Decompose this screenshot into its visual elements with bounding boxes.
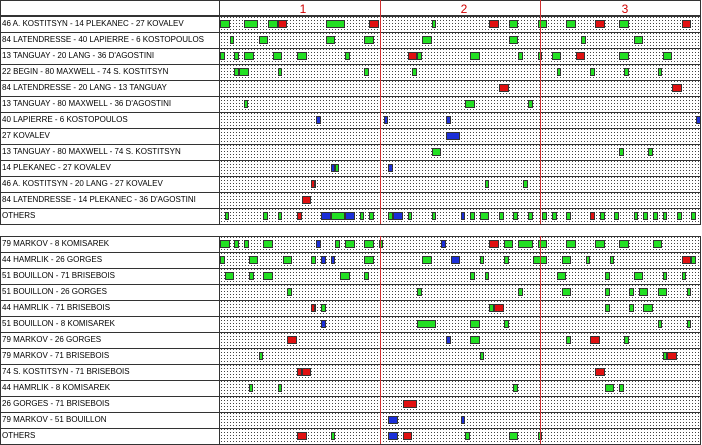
shift-green-mark xyxy=(259,352,264,360)
shift-green-mark xyxy=(538,240,548,248)
time-grid xyxy=(220,364,701,380)
shift-green-mark xyxy=(259,36,269,44)
table-row xyxy=(0,208,701,224)
shift-blue-mark xyxy=(461,212,466,220)
period-divider xyxy=(380,0,381,16)
shift-blue-mark xyxy=(393,212,403,220)
period-divider xyxy=(380,16,381,224)
shift-green-mark xyxy=(244,100,248,108)
shift-green-mark xyxy=(326,36,336,44)
time-grid xyxy=(220,236,701,252)
line-label: 84 LATENDRESSE - 20 LANG - 13 TANGUAY xyxy=(2,83,167,92)
table-row xyxy=(0,380,701,396)
time-grid xyxy=(220,252,701,268)
shift-green-mark xyxy=(562,256,572,264)
shift-green-mark xyxy=(528,212,533,220)
shift-blue-mark xyxy=(446,336,451,344)
time-grid xyxy=(220,396,701,412)
shift-green-mark xyxy=(422,256,432,264)
shift-green-mark xyxy=(249,256,259,264)
time-grid xyxy=(220,112,701,128)
shift-green-mark xyxy=(504,240,514,248)
shift-green-mark xyxy=(600,212,605,220)
shift-green-mark xyxy=(566,20,576,28)
period-divider xyxy=(540,236,541,444)
shift-green-mark xyxy=(335,240,340,248)
shift-green-mark xyxy=(417,52,422,60)
table-row xyxy=(0,268,701,284)
shift-green-mark xyxy=(335,164,339,172)
shift-green-mark xyxy=(249,272,254,280)
shift-green-mark xyxy=(518,240,532,248)
shift-blue-mark xyxy=(331,256,336,264)
shift-green-mark xyxy=(557,68,562,76)
time-grid xyxy=(220,32,701,48)
table-row xyxy=(0,236,701,252)
shift-green-mark xyxy=(595,240,605,248)
shift-green-mark xyxy=(643,212,648,220)
shift-green-mark xyxy=(239,68,249,76)
shift-green-mark xyxy=(504,256,509,264)
table-row xyxy=(0,316,701,332)
shift-green-mark xyxy=(360,212,365,220)
table-row xyxy=(0,252,701,268)
shift-blue-mark xyxy=(446,132,460,140)
shift-green-mark xyxy=(663,212,668,220)
shift-blue-mark xyxy=(384,116,389,124)
table-row xyxy=(0,96,701,112)
row-divider xyxy=(0,224,701,225)
shift-green-mark xyxy=(629,304,634,312)
shift-green-mark xyxy=(663,272,667,280)
shift-green-mark xyxy=(523,180,528,188)
shift-green-mark xyxy=(624,336,629,344)
time-grid xyxy=(220,268,701,284)
line-label: 51 BOUILLON - 26 GORGES xyxy=(2,287,107,296)
time-grid xyxy=(220,192,701,208)
shift-green-mark xyxy=(364,256,374,264)
shift-green-mark xyxy=(691,256,696,264)
shift-red-mark xyxy=(489,20,499,28)
shift-green-mark xyxy=(278,384,283,392)
shift-green-mark xyxy=(345,240,355,248)
shift-green-mark xyxy=(634,36,644,44)
line-label: 22 BEGIN - 80 MAXWELL - 74 S. KOSTITSYN xyxy=(2,67,169,76)
shift-green-mark xyxy=(605,304,610,312)
table-row xyxy=(0,112,701,128)
shift-green-mark xyxy=(364,272,369,280)
line-label: 14 PLEKANEC - 27 KOVALEV xyxy=(2,163,111,172)
shift-red-mark xyxy=(297,212,302,220)
table-row xyxy=(0,80,701,96)
shift-green-mark xyxy=(278,212,283,220)
line-label: 40 LAPIERRE - 6 KOSTOPOULOS xyxy=(2,115,128,124)
shift-green-mark xyxy=(634,212,639,220)
line-label: 79 MARKOV - 26 GORGES xyxy=(2,335,102,344)
shift-green-mark xyxy=(687,320,692,328)
shift-green-mark xyxy=(234,52,239,60)
shift-green-mark xyxy=(499,212,504,220)
shift-green-mark xyxy=(273,52,283,60)
shift-green-mark xyxy=(244,240,249,248)
shift-green-mark xyxy=(605,288,610,296)
shift-green-mark xyxy=(509,36,519,44)
shift-blue-mark xyxy=(441,240,446,248)
line-label: 13 TANGUAY - 20 LANG - 36 D'AGOSTINI xyxy=(2,51,155,60)
line-label: 44 HAMRLIK - 8 KOMISAREK xyxy=(2,383,111,392)
shift-green-mark xyxy=(566,336,571,344)
line-label: 13 TANGUAY - 80 MAXWELL - 74 S. KOSTITSYN xyxy=(2,147,181,156)
shift-green-mark xyxy=(263,212,268,220)
line-label: OTHERS xyxy=(2,431,36,440)
table-row xyxy=(0,48,701,64)
shift-green-mark xyxy=(562,288,572,296)
label-separator xyxy=(219,236,220,444)
shift-blue-mark xyxy=(316,116,321,124)
table-row xyxy=(0,176,701,192)
shift-red-mark xyxy=(667,352,677,360)
shift-blue-mark xyxy=(388,164,393,172)
shift-green-mark xyxy=(691,212,696,220)
table-row xyxy=(0,396,701,412)
shift-green-mark xyxy=(364,68,369,76)
line-label: 79 MARKOV - 71 BRISEBOIS xyxy=(2,351,110,360)
shift-green-mark xyxy=(687,288,692,296)
shift-green-mark xyxy=(518,288,523,296)
shift-green-mark xyxy=(480,256,485,264)
shift-green-mark xyxy=(263,272,273,280)
table-row xyxy=(0,144,701,160)
shift-green-mark xyxy=(619,52,629,60)
shift-red-mark xyxy=(302,196,312,204)
shift-green-mark xyxy=(220,20,230,28)
shift-green-mark xyxy=(470,272,475,280)
shift-green-mark xyxy=(230,36,235,44)
shift-green-mark xyxy=(331,212,345,220)
shift-green-mark xyxy=(283,256,293,264)
shift-green-mark xyxy=(614,212,619,220)
shift-green-mark xyxy=(220,52,225,60)
line-label: 84 LATENDRESSE - 14 PLEKANEC - 36 D'AGOSTINI xyxy=(2,195,196,204)
period-3-label: 3 xyxy=(621,2,629,16)
period-header xyxy=(0,0,701,16)
shift-green-mark xyxy=(412,68,417,76)
shift-green-mark xyxy=(677,212,682,220)
shift-red-mark xyxy=(489,240,499,248)
shift-green-mark xyxy=(470,212,475,220)
period-divider xyxy=(380,236,381,444)
time-grid xyxy=(220,48,701,64)
shift-green-mark xyxy=(509,432,519,440)
shift-green-mark xyxy=(263,240,273,248)
time-grid xyxy=(220,316,701,332)
shift-blue-mark xyxy=(451,256,461,264)
shift-green-mark xyxy=(465,432,470,440)
table-row xyxy=(0,64,701,80)
shift-red-mark xyxy=(408,52,418,60)
shift-green-mark xyxy=(225,212,229,220)
shift-green-mark xyxy=(485,180,490,188)
line-label: 46 A. KOSTITSYN - 20 LANG - 27 KOVALEV xyxy=(2,179,163,188)
shift-red-mark xyxy=(369,20,379,28)
shift-green-mark xyxy=(528,100,533,108)
line-label: 79 MARKOV - 8 KOMISAREK xyxy=(2,239,110,248)
shift-red-mark xyxy=(595,20,605,28)
period-2-label: 2 xyxy=(460,2,468,16)
shift-green-mark xyxy=(619,148,624,156)
shift-green-mark xyxy=(663,352,667,360)
table-row xyxy=(0,348,701,364)
shift-green-mark xyxy=(432,212,437,220)
shift-red-mark xyxy=(287,336,297,344)
period-divider xyxy=(540,0,541,16)
shift-green-mark xyxy=(422,36,432,44)
shift-blue-mark xyxy=(321,256,326,264)
shift-green-mark xyxy=(619,240,629,248)
shift-red-mark xyxy=(595,368,605,376)
label-separator xyxy=(219,16,220,224)
time-grid xyxy=(220,96,701,112)
shift-green-mark xyxy=(408,212,413,220)
shift-green-mark xyxy=(552,52,562,60)
table-row xyxy=(0,428,701,444)
line-label: 27 KOVALEV xyxy=(2,131,50,140)
line-label: 51 BOUILLON - 71 BRISEBOIS xyxy=(2,271,115,280)
period-divider xyxy=(540,16,541,224)
shift-red-mark xyxy=(297,432,307,440)
shift-green-mark xyxy=(605,272,610,280)
shift-green-mark xyxy=(634,272,644,280)
shift-green-mark xyxy=(287,288,292,296)
shift-green-mark xyxy=(581,36,586,44)
shift-green-mark xyxy=(566,212,571,220)
shift-green-mark xyxy=(619,20,629,28)
shift-green-mark xyxy=(340,272,350,280)
shift-green-mark xyxy=(610,256,615,264)
table-row xyxy=(0,284,701,300)
table-row xyxy=(0,412,701,428)
line-label: 44 HAMRLIK - 26 GORGES xyxy=(2,255,103,264)
shift-green-mark xyxy=(658,68,663,76)
shift-blue-mark xyxy=(345,212,355,220)
line-label: 51 BOUILLON - 8 KOMISAREK xyxy=(2,319,115,328)
shift-blue-mark xyxy=(446,116,451,124)
shift-green-mark xyxy=(364,240,374,248)
shift-blue-mark xyxy=(316,240,321,248)
shift-blue-mark xyxy=(696,116,701,124)
shift-red-mark xyxy=(499,84,509,92)
shift-green-mark xyxy=(658,320,663,328)
shift-red-mark xyxy=(311,304,315,312)
shift-green-mark xyxy=(682,272,686,280)
line-label: 46 A. KOSTITSYN - 14 PLEKANEC - 27 KOVALEV xyxy=(2,19,184,28)
shift-green-mark xyxy=(653,212,658,220)
shift-green-mark xyxy=(470,336,480,344)
time-grid xyxy=(220,348,701,364)
shift-green-mark xyxy=(470,52,480,60)
shift-green-mark xyxy=(417,320,436,328)
line-label: OTHERS xyxy=(2,211,36,220)
shift-red-mark xyxy=(311,180,315,188)
shift-green-mark xyxy=(244,20,258,28)
shift-red-mark xyxy=(403,432,413,440)
shift-red-mark xyxy=(576,52,586,60)
shift-red-mark xyxy=(302,368,312,376)
shift-green-mark xyxy=(417,288,422,296)
line-label: 44 HAMRLIK - 71 BRISEBOIS xyxy=(2,303,111,312)
shift-green-mark xyxy=(297,52,307,60)
shift-green-mark xyxy=(244,52,254,60)
shift-green-mark xyxy=(480,352,485,360)
line-label: 74 S. KOSTITSYN - 71 BRISEBOIS xyxy=(2,367,130,376)
time-grid xyxy=(220,16,701,32)
shift-red-mark xyxy=(590,336,600,344)
shift-red-mark xyxy=(682,20,692,28)
table-row xyxy=(0,332,701,348)
shift-green-mark xyxy=(590,68,595,76)
shift-red-mark xyxy=(403,400,417,408)
shift-green-mark xyxy=(225,272,235,280)
table-row xyxy=(0,192,701,208)
shift-green-mark xyxy=(326,20,345,28)
shift-blue-mark xyxy=(388,416,398,424)
shift-blue-mark xyxy=(321,320,326,328)
shift-green-mark xyxy=(566,240,576,248)
shift-green-mark xyxy=(220,256,225,264)
shift-green-mark xyxy=(369,212,374,220)
shift-green-mark xyxy=(504,320,509,328)
shift-green-mark xyxy=(234,240,239,248)
shift-green-mark xyxy=(311,256,316,264)
line-label: 84 LATENDRESSE - 40 LAPIERRE - 6 KOSTOPOULOS xyxy=(2,35,204,44)
shift-blue-mark xyxy=(388,432,398,440)
line-label: 26 GORGES - 71 BRISEBOIS xyxy=(2,399,110,408)
shift-red-mark xyxy=(590,212,595,220)
time-grid xyxy=(220,80,701,96)
shift-green-mark xyxy=(557,272,567,280)
shift-green-mark xyxy=(432,148,442,156)
shift-red-mark xyxy=(682,256,692,264)
shift-green-mark xyxy=(513,212,518,220)
shift-red-mark xyxy=(278,20,288,28)
shift-green-mark xyxy=(663,52,673,60)
shift-green-mark xyxy=(480,212,490,220)
shift-green-mark xyxy=(364,36,374,44)
shift-red-mark xyxy=(672,84,682,92)
shift-green-mark xyxy=(321,304,326,312)
time-grid xyxy=(220,128,701,144)
shift-green-mark xyxy=(513,384,518,392)
shift-green-mark xyxy=(518,52,523,60)
shift-blue-mark xyxy=(461,416,466,424)
shift-green-mark xyxy=(639,288,649,296)
table-row xyxy=(0,128,701,144)
shift-green-mark xyxy=(658,288,668,296)
table-row xyxy=(0,300,701,316)
period-1-label: 1 xyxy=(299,2,307,16)
shift-red-mark xyxy=(494,304,504,312)
shift-green-mark xyxy=(470,320,480,328)
shift-green-mark xyxy=(643,304,653,312)
time-grid xyxy=(220,176,701,192)
shift-green-mark xyxy=(653,240,663,248)
shift-green-mark xyxy=(542,212,547,220)
shift-green-mark xyxy=(538,20,548,28)
time-grid xyxy=(220,380,701,396)
time-grid xyxy=(220,144,701,160)
shift-green-mark xyxy=(249,384,253,392)
table-row xyxy=(0,364,701,380)
shift-green-mark xyxy=(331,432,335,440)
table-row xyxy=(0,16,701,32)
time-grid xyxy=(220,160,701,176)
label-separator xyxy=(219,0,220,16)
line-label: 79 MARKOV - 51 BOUILLON xyxy=(2,415,107,424)
line-label: 13 TANGUAY - 80 MAXWELL - 36 D'AGOSTINI xyxy=(2,99,172,108)
shift-green-mark xyxy=(586,256,591,264)
shift-green-mark xyxy=(648,148,653,156)
shift-green-mark xyxy=(278,68,283,76)
shift-green-mark xyxy=(629,288,634,296)
shift-green-mark xyxy=(268,20,278,28)
shift-green-mark xyxy=(624,68,629,76)
shift-blue-mark xyxy=(321,212,331,220)
shift-green-mark xyxy=(345,52,350,60)
shift-green-mark xyxy=(465,100,475,108)
table-row xyxy=(0,32,701,48)
time-grid xyxy=(220,64,701,80)
shift-green-mark xyxy=(605,384,615,392)
table-row xyxy=(0,160,701,176)
shift-green-mark xyxy=(220,240,230,248)
shift-green-mark xyxy=(485,272,490,280)
shift-green-mark xyxy=(432,20,437,28)
shift-green-mark xyxy=(552,212,557,220)
shift-green-mark xyxy=(509,20,519,28)
shift-green-mark xyxy=(619,384,624,392)
time-grid xyxy=(220,428,701,444)
